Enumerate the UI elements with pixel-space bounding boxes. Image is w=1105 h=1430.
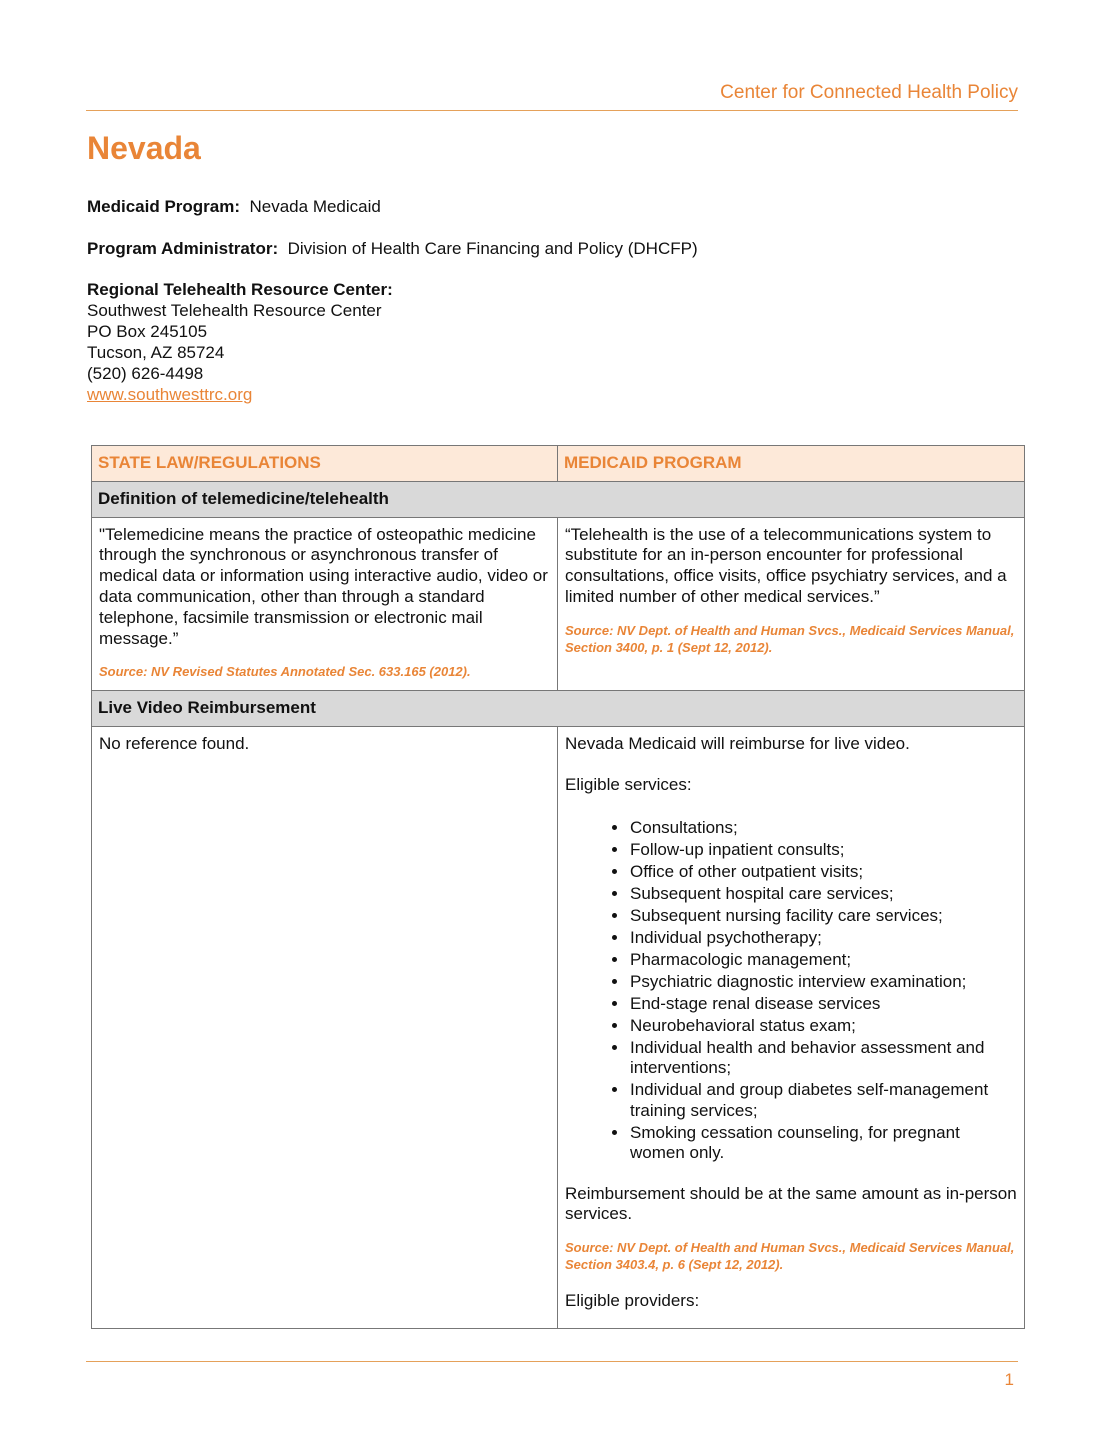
eligible-services-label: Eligible services:	[565, 774, 692, 794]
administrator-line	[87, 238, 698, 259]
live-video-state-cell	[92, 727, 558, 1329]
list-item: • Smoking cessation counseling, for pregnant women only.	[629, 1123, 1017, 1164]
page-title: Nevada	[87, 130, 201, 166]
table-row	[92, 517, 1025, 691]
list-item: • Individual and group diabetes self-management training services;	[629, 1080, 1017, 1121]
list-item: • Follow-up inpatient consults;	[629, 840, 1017, 861]
definition-state-cell	[92, 517, 558, 691]
list-item: • Pharmacologic management;	[629, 950, 1017, 971]
source-citation: Source: NV Dept. of Health and Human Svcs., Medicaid Services Manual, Section 3400, p. 1 (Sept 12, 2012).	[565, 622, 1015, 655]
definition-medicaid-text: “Telehealth is the use of a telecommunications system to substitute for an in-person encounter for professional consultations, office visits, office psychiatry services, and a limited number of other medical services.”	[565, 524, 1007, 606]
list-item: • Consultations;	[629, 818, 1017, 839]
list-item: • Psychiatric diagnostic interview examination;	[629, 972, 1017, 993]
live-video-intro: Nevada Medicaid will reimburse for live video.	[565, 734, 910, 753]
administrator-label: Program Administrator:	[87, 239, 279, 258]
footer-rule	[86, 1361, 1018, 1362]
eligible-services-list	[565, 818, 1017, 1164]
medicaid-program-value: Nevada Medicaid	[249, 197, 381, 216]
section-row-live-video	[92, 691, 1025, 727]
trc-block	[87, 279, 393, 405]
trc-address1: PO Box 245105	[87, 322, 208, 341]
col-header-state-law: STATE LAW/REGULATIONS	[92, 446, 558, 482]
eligible-providers-label: Eligible providers:	[565, 1291, 700, 1311]
live-video-state-text: No reference found.	[99, 734, 250, 753]
source-citation: Source: NV Dept. of Health and Human Svcs., Medicaid Services Manual, Section 3403.4, p. 6 (Sept 12, 2012).	[565, 1240, 1015, 1273]
list-item: • Individual health and behavior assessment and interventions;	[629, 1038, 1017, 1079]
section-title: Definition of telemedicine/telehealth	[92, 481, 1025, 517]
administrator-value: Division of Health Care Financing and Policy (DHCFP)	[287, 239, 698, 258]
header-org-name: Center for Connected Health Policy	[720, 82, 1018, 103]
list-item: • Subsequent hospital care services;	[629, 884, 1017, 905]
definition-medicaid-cell	[558, 517, 1025, 691]
medicaid-program-label: Medicaid Program:	[87, 197, 241, 216]
table-header-row	[92, 446, 1025, 482]
list-item: • Subsequent nursing facility care services;	[629, 906, 1017, 927]
trc-label: Regional Telehealth Resource Center:	[87, 280, 393, 299]
list-item: • Individual psychotherapy;	[629, 928, 1017, 949]
medicaid-program-line	[87, 196, 381, 217]
trc-url-link[interactable]: www.southwesttrc.org	[87, 385, 253, 404]
policy-table	[91, 445, 1025, 1329]
list-item: • Neurobehavioral status exam;	[629, 1016, 1017, 1037]
trc-phone: (520) 626-4498	[87, 364, 204, 383]
section-row-definition	[92, 481, 1025, 517]
table-row	[92, 727, 1025, 1329]
col-header-medicaid: MEDICAID PROGRAM	[558, 446, 1025, 482]
definition-state-text: "Telemedicine means the practice of osteopathic medicine through the synchronous or asynchronous transfer of medical data or information using interactive audio, video or data communication, other than through a standard telephone, facsimile transmission or electronic mail message.”	[99, 524, 548, 648]
trc-address2: Tucson, AZ 85724	[87, 343, 225, 362]
list-item: • End-stage renal disease services	[629, 994, 1017, 1015]
section-title: Live Video Reimbursement	[92, 691, 1025, 727]
list-item: • Office of other outpatient visits;	[629, 862, 1017, 883]
trc-name: Southwest Telehealth Resource Center	[87, 301, 382, 320]
source-citation: Source: NV Revised Statutes Annotated Sec. 633.165 (2012).	[99, 664, 471, 680]
reimbursement-text: Reimbursement should be at the same amount as in-person services.	[565, 1183, 1017, 1224]
live-video-medicaid-cell	[558, 727, 1025, 1329]
header-rule	[86, 110, 1018, 111]
page-number: 1	[1004, 1370, 1014, 1389]
